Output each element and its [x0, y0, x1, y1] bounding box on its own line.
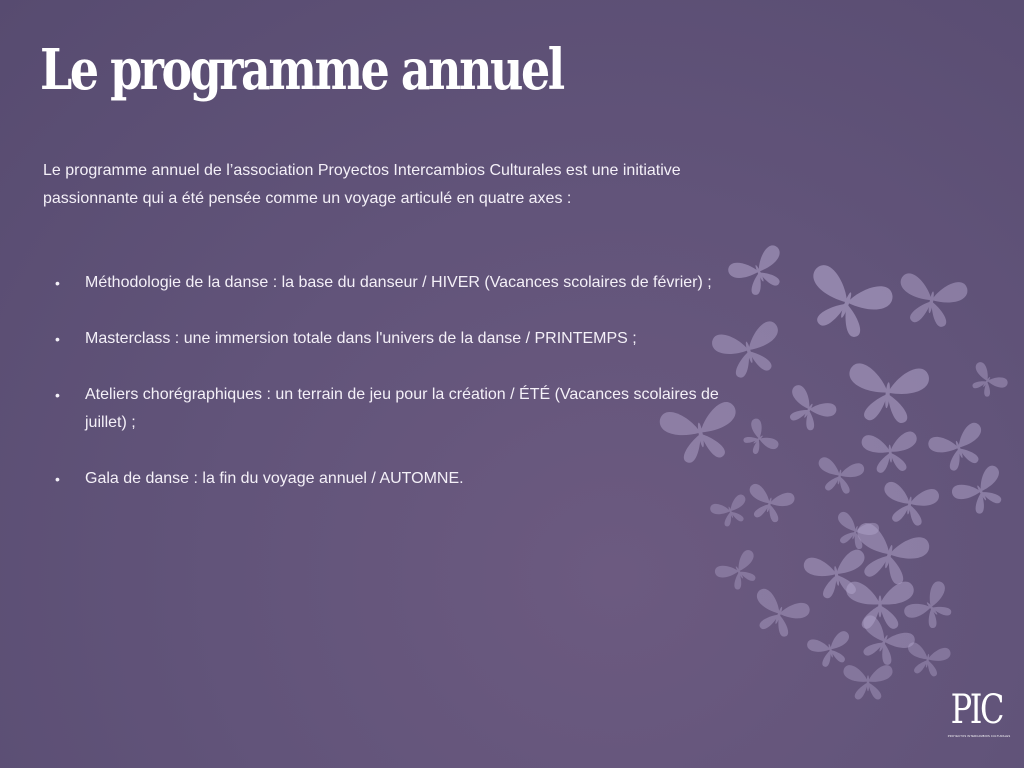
- axes-list: [43, 269, 733, 521]
- list-item-text: Masterclass : une immersion totale dans l'univers de la danse / PRINTEMPS ;: [85, 330, 637, 347]
- logo-subtitle: PROYECTOS INTERCAMBIOS CULTURALES: [947, 734, 1011, 738]
- intro-paragraph: Le programme annuel de l’association Proyectos Intercambios Culturales est une initiative passionnante qui a été pensée comme un voyage articulé en quatre axes :: [43, 162, 681, 207]
- bullet: •: [55, 471, 60, 487]
- list-item: [43, 381, 733, 437]
- logo-letters: PIC: [950, 687, 1003, 733]
- butterflies-icon: [640, 240, 1024, 720]
- list-item: [43, 465, 733, 493]
- bullet: •: [55, 275, 60, 291]
- page-title: Le programme annuel: [40, 37, 563, 103]
- pic-logo: [945, 680, 1011, 752]
- bullet: •: [55, 387, 60, 403]
- list-item: [43, 269, 733, 297]
- bullet: •: [55, 331, 60, 347]
- list-item: [43, 325, 733, 353]
- list-item-text: Gala de danse : la fin du voyage annuel / AUTOMNE.: [85, 470, 464, 487]
- list-item-text: Ateliers chorégraphiques : un terrain de jeu pour la création / ÉTÉ (Vacances scolaires de juillet) ;: [85, 386, 719, 431]
- list-item-text: Méthodologie de la danse : la base du danseur / HIVER (Vacances scolaires de février) ;: [85, 274, 712, 291]
